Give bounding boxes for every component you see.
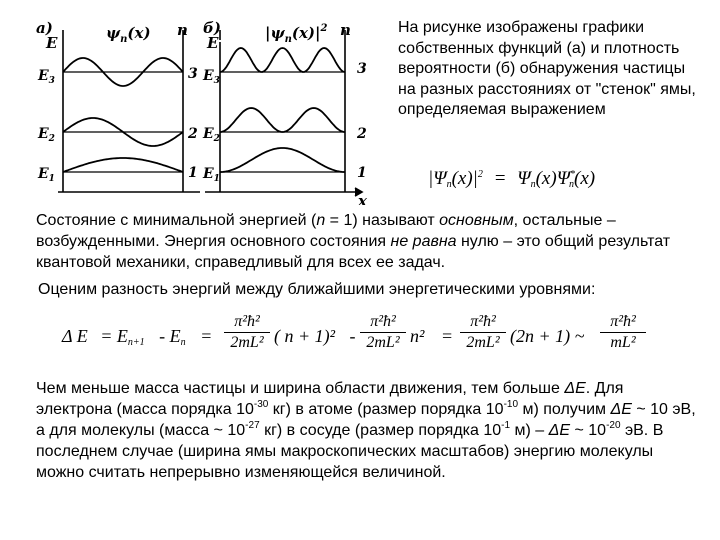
probability-density-b-1 bbox=[220, 148, 345, 172]
energy-difference-intro: Оценим разность энергий между ближайшими энергетическими уровнями: bbox=[38, 281, 596, 298]
level-n3-label-b: 3 bbox=[357, 61, 367, 77]
conclusion-paragraph: Чем меньше масса частицы и ширина области движения, тем больше ΔE. Для электрона (масса порядка $10^{-30}$ кг) в атоме (размер порядка $10^{-10}$ м) получим ΔE ~ 10 эВ, а для молекулы (масса ~ $10^{-27}$ кг) в сосуде (размер порядка $10^{-1}$ м) – ΔE ~ $10^{-20}$ эВ. В последнем случае (ширина ямы макроскопических масштабов) энергию молекулы можно считать непрерывно изменяющейся величиной. bbox=[36, 380, 696, 481]
level-e2-label-a: $E_2$ bbox=[38, 126, 55, 144]
psi-squared-label-b: $|\psi_n(x)|^2$ bbox=[265, 23, 328, 45]
n-axis-label-a: n bbox=[177, 21, 188, 39]
level-n1-label-b: 1 bbox=[357, 165, 367, 181]
factor-n-squared: n² = bbox=[410, 326, 454, 346]
level-n3-label-a: 3 bbox=[188, 66, 198, 82]
probability-density-b-3 bbox=[220, 48, 345, 72]
n-axis-label-b: n bbox=[340, 21, 351, 39]
energy-levels-figure bbox=[0, 0, 390, 205]
level-e1-label-a: $E_1$ bbox=[38, 166, 55, 184]
probability-density-b-2 bbox=[220, 108, 345, 132]
wavefunction-a-1 bbox=[63, 158, 183, 172]
fraction-2: $\frac{\text{π²ħ²}}{\text{2mL²}}$ bbox=[360, 313, 406, 352]
level-n1-label-a: 1 bbox=[188, 165, 198, 181]
energy-axis-label-b: E bbox=[207, 34, 219, 52]
probability-formula: $|\Psi_n(x)|^2 = \Psi_n(x)\Psi^*_n(x)$ bbox=[428, 168, 596, 190]
level-n2-label-a: 2 bbox=[188, 126, 198, 142]
factor-n-plus-1: ( n + 1)² - bbox=[274, 326, 356, 346]
intro-text: На рисунке изображены графики собственных функций (а) и плотность вероятности (б) обнаружения частицы на разных расстояниях от "стенок" ямы, определяемая выражением bbox=[398, 19, 696, 118]
level-e3-label-b: $E_3$ bbox=[203, 68, 220, 86]
energy-axis-label-a: E bbox=[46, 34, 58, 52]
level-n2-label-b: 2 bbox=[357, 126, 367, 142]
fraction-1: $\frac{\text{π²ħ²}}{\text{2mL²}}$ bbox=[224, 313, 270, 352]
panel-b-label: б) bbox=[203, 19, 221, 37]
x-axis-label: x bbox=[358, 192, 367, 205]
level-e3-label-a: $E_3$ bbox=[38, 68, 55, 86]
level-e2-label-b: $E_2$ bbox=[203, 126, 220, 144]
panel-a-label: а) bbox=[36, 19, 53, 37]
ground-state-paragraph: Состояние с минимальной энергией (n = 1) называют основным, остальные – возбужденными. Энергия основного состояния не равна нулю – это общий результат квантовой механики, справедливый для всех ее задач. bbox=[36, 212, 671, 271]
psi-label-a: $\psi_n(x)$ bbox=[106, 24, 151, 45]
factor-2n-plus-1: (2n + 1) ~ bbox=[510, 326, 585, 346]
fraction-4: $\frac{\text{π²ħ²}}{\text{mL²}}$ bbox=[600, 313, 646, 352]
level-e1-label-b: $E_1$ bbox=[203, 166, 220, 184]
formula-lhs: Δ $E = E_{n+1} - E_n$ = bbox=[62, 326, 213, 348]
fraction-3: $\frac{\text{π²ħ²}}{\text{2mL²}}$ bbox=[460, 313, 506, 352]
